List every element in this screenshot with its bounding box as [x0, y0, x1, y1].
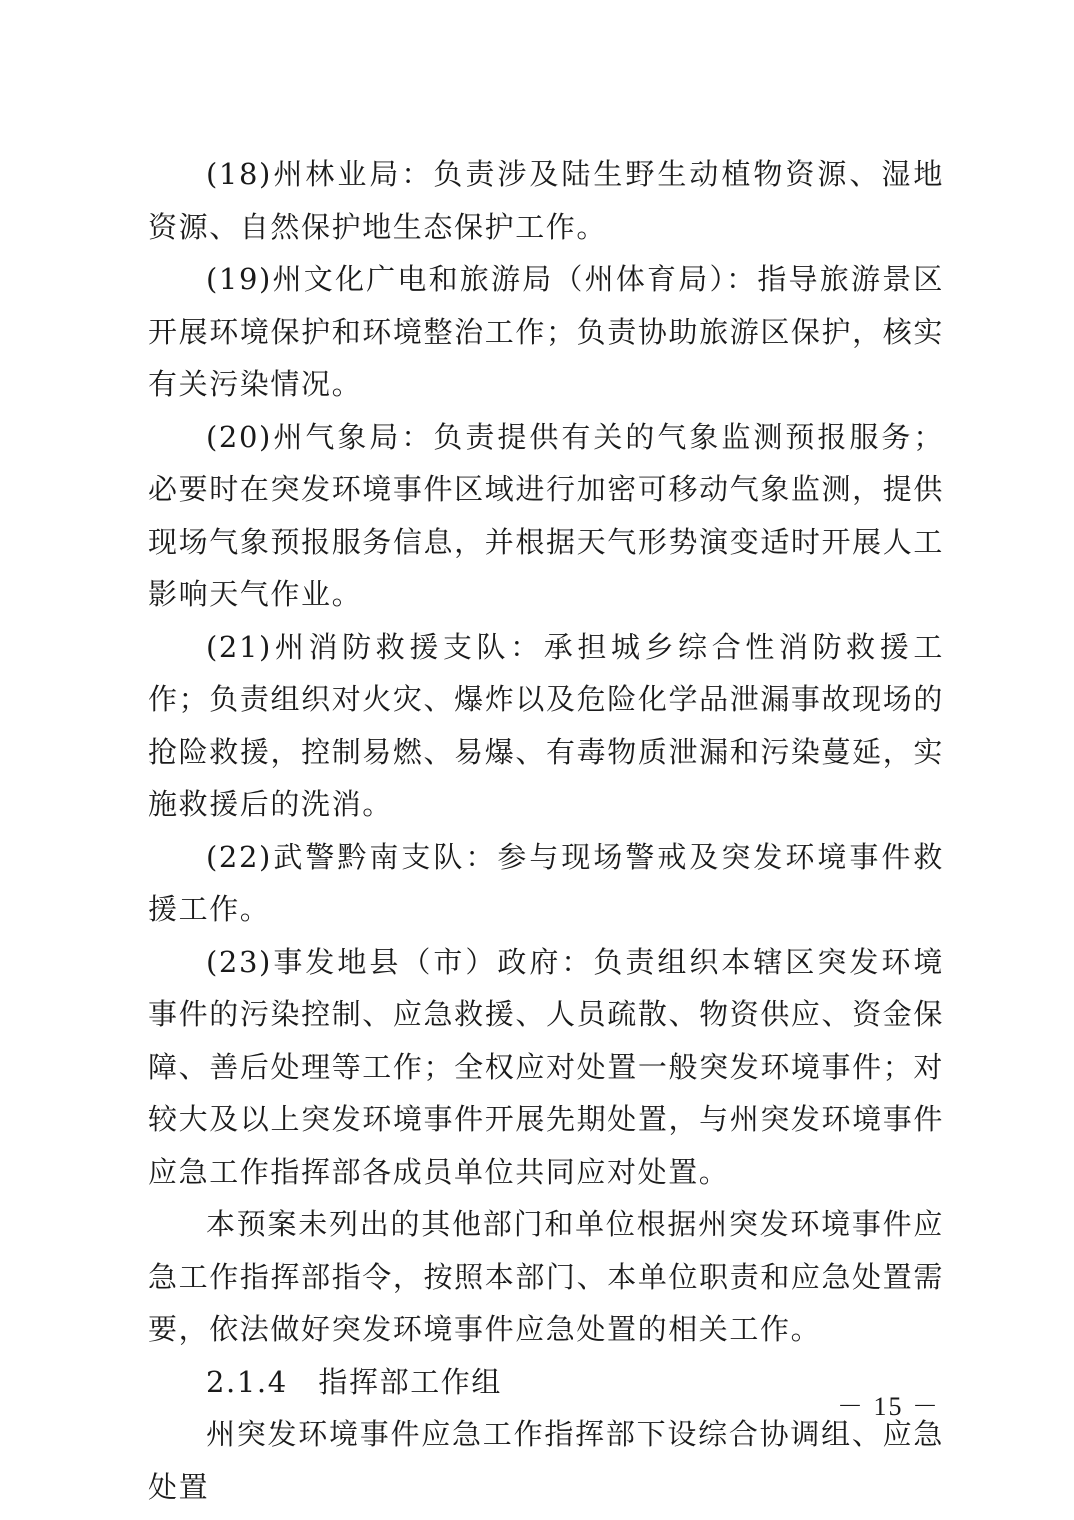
paragraph-23: (23)事发地县（市）政府：负责组织本辖区突发环境事件的污染控制、应急救援、人员疏散、物资供应、资金保障、善后处理等工作；全权应对处置一般突发环境事件；对较大及以上突发环境事件开展先期处置，与州突发环境事件应急工作指挥部各成员单位共同应对处置。	[148, 944, 944, 1189]
paragraph-21: (21)州消防救援支队：承担城乡综合性消防救援工作；负责组织对火灾、爆炸以及危险化学品泄漏事故现场的抢险救援，控制易燃、易爆、有毒物质泄漏和污染蔓延，实施救援后的洗消。	[148, 629, 944, 821]
paragraph-18: (18)州林业局：负责涉及陆生野生动植物资源、湿地资源、自然保护地生态保护工作。	[148, 157, 944, 244]
section-heading: 2.1.4 指挥部工作组	[206, 1364, 502, 1399]
page-number: － 15 －	[836, 1392, 940, 1421]
paragraph-20: (20)州气象局：负责提供有关的气象监测预报服务；必要时在突发环境事件区域进行加密可移动气象监测，提供现场气象预报服务信息，并根据天气形势演变适时开展人工影响天气作业。	[148, 419, 944, 611]
paragraph-other-units: 本预案未列出的其他部门和单位根据州突发环境事件应急工作指挥部指令，按照本部门、本单位职责和应急处置需要，依法做好突发环境事件应急处置的相关工作。	[148, 1207, 944, 1346]
paragraph-19: (19)州文化广电和旅游局（州体育局）：指导旅游景区开展环境保护和环境整治工作；负责协助旅游区保护，核实有关污染情况。	[148, 262, 944, 401]
paragraph-working-groups: 州突发环境事件应急工作指挥部下设综合协调组、应急处置	[148, 1417, 944, 1504]
document-body	[148, 148, 944, 1513]
paragraph-22: (22)武警黔南支队：参与现场警戒及突发环境事件救援工作。	[148, 839, 944, 926]
